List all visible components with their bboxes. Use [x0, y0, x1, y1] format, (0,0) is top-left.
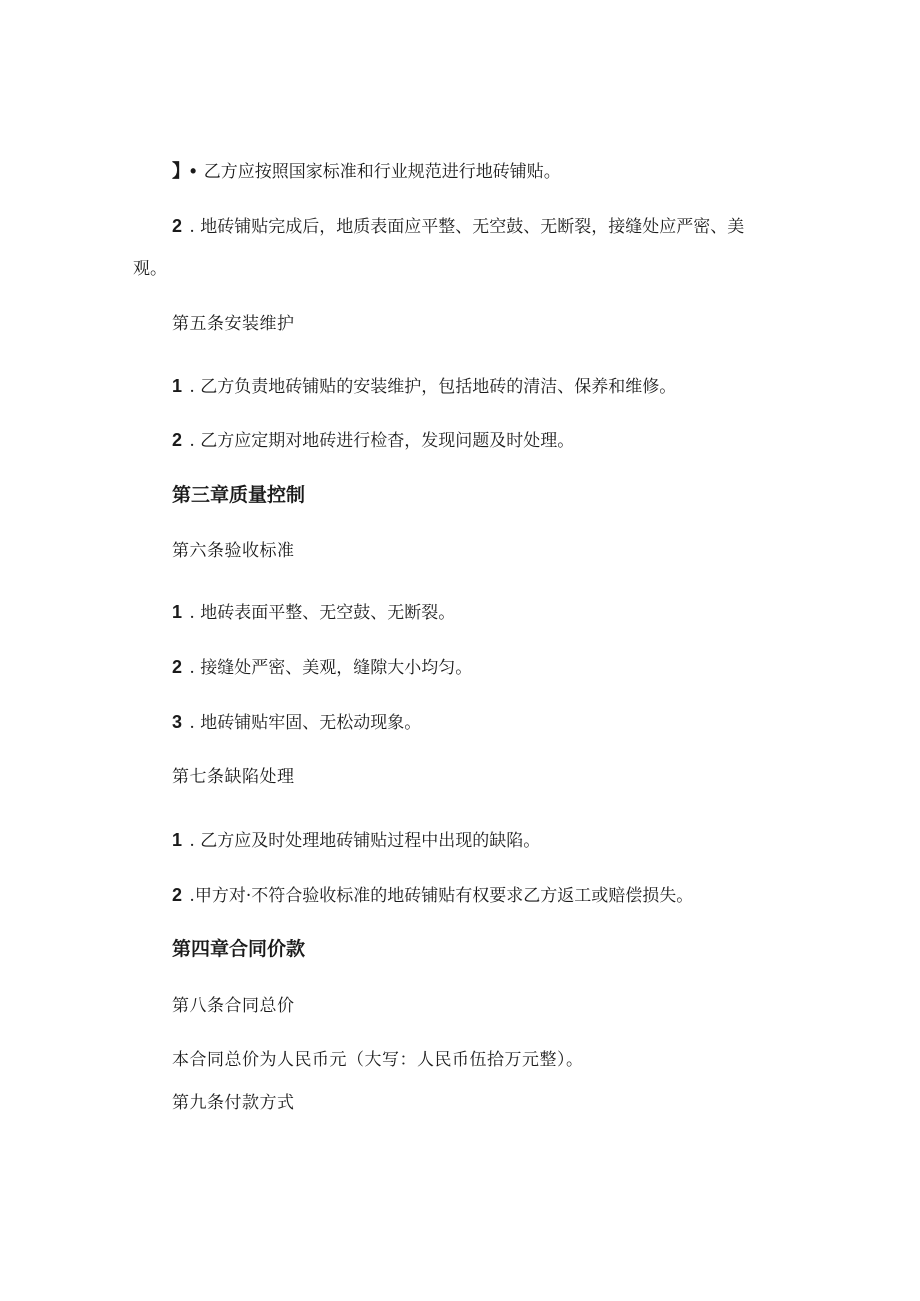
- clause-text: 乙方应按照国家标准和行业规范进行地砖铺贴。: [203, 162, 561, 182]
- clause-number: 2: [172, 657, 183, 677]
- clause-text: . 乙方应及时处理地砖铺贴过程中出现的缺陷。: [189, 831, 541, 851]
- clause-text: .甲方对·不符合验收标准的地砖铺贴有权要求乙方返工或赔偿损失。: [189, 886, 694, 906]
- clause-number: 3: [172, 712, 183, 732]
- clause-text: . 地砖铺贴牢固、无松动现象。: [189, 713, 422, 733]
- article-9-title: 第九条付款方式: [172, 1093, 295, 1113]
- contract-total-text: 本合同总价为人民币元（大写：人民币伍拾万元整）。: [172, 1050, 584, 1070]
- article-6-title: 第六条验收标准: [172, 541, 295, 561]
- chapter-3-title: 第三章质量控制: [172, 485, 306, 506]
- clause-7-1: [172, 829, 540, 852]
- clause-text: . 乙方应定期对地砖进行检杳，发现问题及时处理。: [189, 431, 575, 451]
- article-5-title: 第五条安装维护: [172, 314, 295, 334]
- clause-text: . 接缝处严密、美观，缝隙大小均匀。: [189, 658, 473, 678]
- clause-number: 】•: [172, 161, 197, 181]
- clause-4-2-continuation: 观。: [133, 259, 167, 279]
- clause-number: 1: [172, 602, 183, 622]
- clause-4-1: [172, 160, 561, 183]
- clause-4-2: [172, 215, 744, 238]
- clause-text: . 乙方负责地砖铺贴的安装维护，包括地砖的清洁、保养和维修。: [189, 377, 677, 397]
- clause-text: . 地砖铺贴完成后，地质表面应平整、无空鼓、无断裂，接缝处应严密、美: [189, 217, 745, 237]
- clause-5-1: [172, 375, 676, 398]
- clause-6-3: [172, 711, 421, 734]
- chapter-4-title: 第四章合同价款: [172, 939, 306, 960]
- article-8-title: 第八条合同总价: [172, 996, 295, 1016]
- clause-number: 2: [172, 885, 183, 905]
- clause-number: 1: [172, 376, 183, 396]
- clause-5-2: [172, 429, 574, 452]
- clause-number: 1: [172, 830, 183, 850]
- article-7-title: 第七条缺陷处理: [172, 767, 295, 787]
- clause-number: 2: [172, 216, 183, 236]
- clause-6-2: [172, 656, 472, 679]
- clause-6-1: [172, 601, 455, 624]
- clause-7-2: [172, 884, 693, 907]
- clause-number: 2: [172, 430, 183, 450]
- clause-text: . 地砖表面平整、无空鼓、无断裂。: [189, 603, 456, 623]
